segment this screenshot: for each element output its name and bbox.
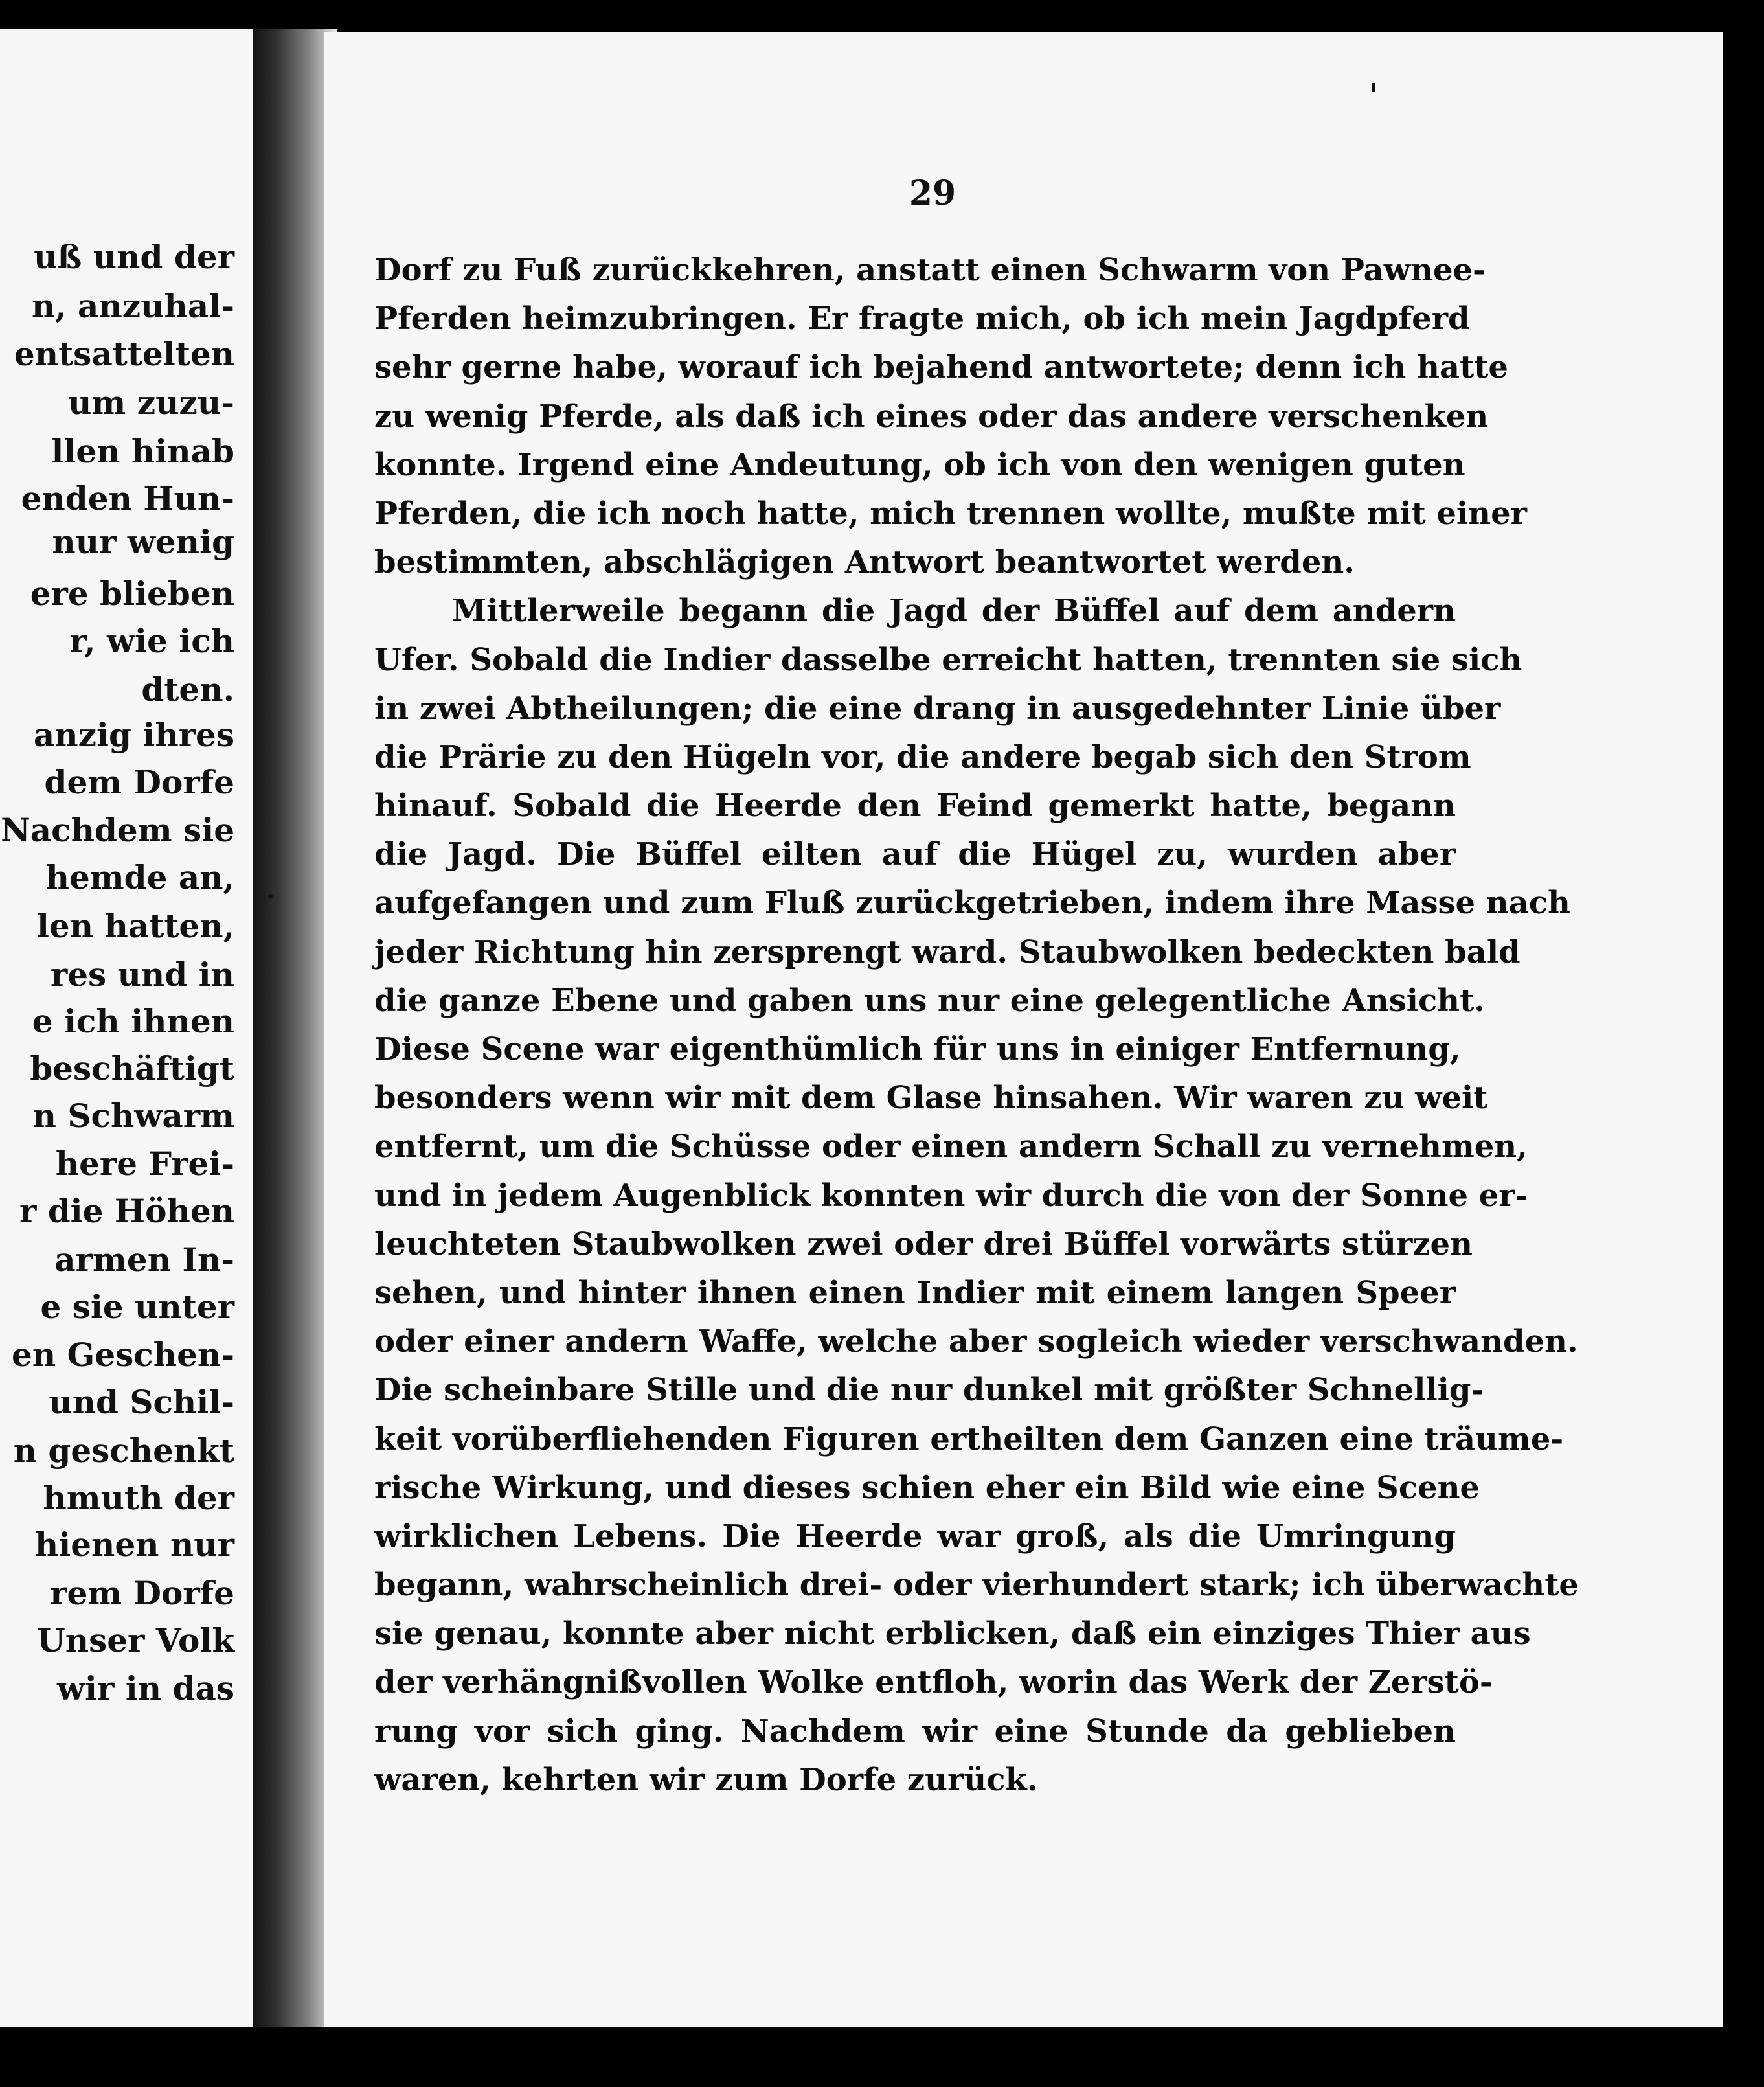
left-page-line: n Schwarm	[32, 1097, 234, 1135]
text-line: Mittlerweile begann die Jagd der Büffel auf dem andern	[452, 593, 1456, 630]
left-page-line: n geschenkt	[13, 1431, 234, 1470]
page-number: 29	[909, 174, 956, 213]
left-page-line: und Schil-	[49, 1383, 234, 1421]
text-line: sehen, und hinter ihnen einen Indier mit einem langen Speer	[374, 1274, 1456, 1311]
text-line: jeder Richtung hin zersprengt ward. Staubwolken bedeckten bald	[374, 933, 1521, 970]
text-line: konnte. Irgend eine Andeutung, ob ich von den wenigen guten	[374, 446, 1465, 483]
page-text-block	[374, 246, 1579, 1805]
previous-page-fragment	[0, 29, 253, 2060]
text-line: der verhängnißvollen Wolke entfloh, worin das Werk der Zerstö-	[374, 1664, 1493, 1701]
scan-border	[0, 2027, 1764, 2087]
text-line: begann, wahrscheinlich drei- oder vierhundert stark; ich überwachte	[374, 1567, 1579, 1604]
text-line: keit vorüberfliehenden Figuren ertheilten dem Ganzen eine träume-	[374, 1420, 1564, 1457]
text-line: oder einer andern Waffe, welche aber sogleich wieder verschwanden.	[374, 1323, 1578, 1360]
left-page-line: len hatten,	[36, 907, 234, 945]
left-page-line: uß und der	[34, 238, 234, 276]
text-line: die Prärie zu den Hügeln vor, die andere begab sich den Strom	[374, 738, 1471, 775]
left-page-line: um zuzu-	[68, 383, 234, 422]
left-page-line: llen hinab	[51, 432, 234, 470]
left-page-line: r die Höhen	[19, 1192, 234, 1230]
text-line: Ufer. Sobald die Indier dasselbe erreicht hatten, trennten sie sich	[374, 641, 1522, 678]
left-page-line: here Frei-	[55, 1145, 234, 1183]
book-page	[324, 32, 1723, 2050]
left-page-line: dem Dorfe	[44, 763, 234, 801]
left-page-line: res und in	[50, 955, 234, 994]
text-line: besonders wenn wir mit dem Glase hinsahen. Wir waren zu weit	[374, 1080, 1488, 1117]
left-page-line: hmuth der	[43, 1479, 234, 1517]
text-line: in zwei Abtheilungen; die eine drang in ausgedehnter Linie über	[374, 690, 1501, 727]
left-page-line: e ich ihnen	[32, 1002, 234, 1040]
left-page-line: nur wenig	[52, 523, 234, 561]
text-line: waren, kehrten wir zum Dorfe zurück.	[374, 1761, 1038, 1798]
text-line: Diese Scene war eigenthümlich für uns in einiger Entfernung,	[374, 1031, 1461, 1067]
text-line: wirklichen Lebens. Die Heerde war groß, als die Umringung	[374, 1518, 1456, 1555]
left-page-line: r, wie ich	[69, 622, 234, 660]
left-page-line: en Geschen-	[12, 1336, 234, 1374]
text-line: und in jedem Augenblick konnten wir durch die von der Sonne er-	[374, 1177, 1528, 1214]
left-page-line: anzig ihres	[33, 716, 234, 754]
text-line: die ganze Ebene und gaben uns nur eine gelegentliche Ansicht.	[374, 982, 1485, 1019]
left-page-line: e sie unter	[40, 1288, 234, 1326]
text-line: Die scheinbare Stille und die nur dunkel mit größter Schnellig-	[374, 1372, 1484, 1409]
text-line: entfernt, um die Schüsse oder einen andern Schall zu vernehmen,	[374, 1128, 1528, 1165]
left-page-line: hemde an,	[45, 858, 234, 896]
left-page-line: armen In-	[54, 1240, 234, 1279]
text-line: leuchteten Staubwolken zwei oder drei Büffel vorwärts stürzen	[374, 1226, 1473, 1262]
text-line: rische Wirkung, und dieses schien eher ein Bild wie eine Scene	[374, 1469, 1480, 1506]
text-line: rung vor sich ging. Nachdem wir eine Stunde da geblieben	[374, 1713, 1456, 1750]
text-line: hinauf. Sobald die Heerde den Feind gemerkt hatte, begann	[374, 788, 1456, 825]
left-page-line: rem Dorfe	[50, 1574, 234, 1612]
left-page-line: entsattelten	[14, 335, 234, 373]
left-page-line: Nachdem sie	[1, 811, 234, 849]
text-line: aufgefangen und zum Fluß zurückgetrieben, indem ihre Masse nach	[374, 885, 1570, 922]
text-line: sehr gerne habe, worauf ich bejahend antwortete; denn ich hatte	[374, 349, 1508, 386]
text-line: zu wenig Pferde, als daß ich eines oder das andere verschenken	[374, 398, 1489, 435]
text-line: die Jagd. Die Büffel eilten auf die Hügel zu, wurden aber	[374, 836, 1456, 873]
text-line: sie genau, konnte aber nicht erblicken, daß ein einziges Thier aus	[374, 1615, 1531, 1652]
left-page-line: enden Hun-	[21, 479, 234, 518]
text-line: Pferden, die ich noch hatte, mich trennen wollte, mußte mit einer	[374, 495, 1527, 532]
left-page-line: Unser Volk	[37, 1621, 234, 1659]
stray-mark	[268, 894, 273, 898]
left-page-line: beschäftigt	[30, 1049, 234, 1088]
text-line: Dorf zu Fuß zurückkehren, anstatt einen Schwarm von Pawnee-	[374, 252, 1486, 288]
text-line: Pferden heimzubringen. Er fragte mich, ob ich mein Jagdpferd	[374, 301, 1470, 337]
text-line: bestimmten, abschlägigen Antwort beantwortet werden.	[374, 544, 1355, 581]
left-page-line: n, anzuhal-	[31, 287, 234, 325]
stray-mark	[1372, 83, 1375, 92]
left-page-line: ere blieben	[30, 575, 234, 613]
left-page-line: dten.	[141, 670, 234, 709]
left-page-line: wir in das	[56, 1669, 234, 1707]
left-page-line: hienen nur	[34, 1525, 234, 1564]
